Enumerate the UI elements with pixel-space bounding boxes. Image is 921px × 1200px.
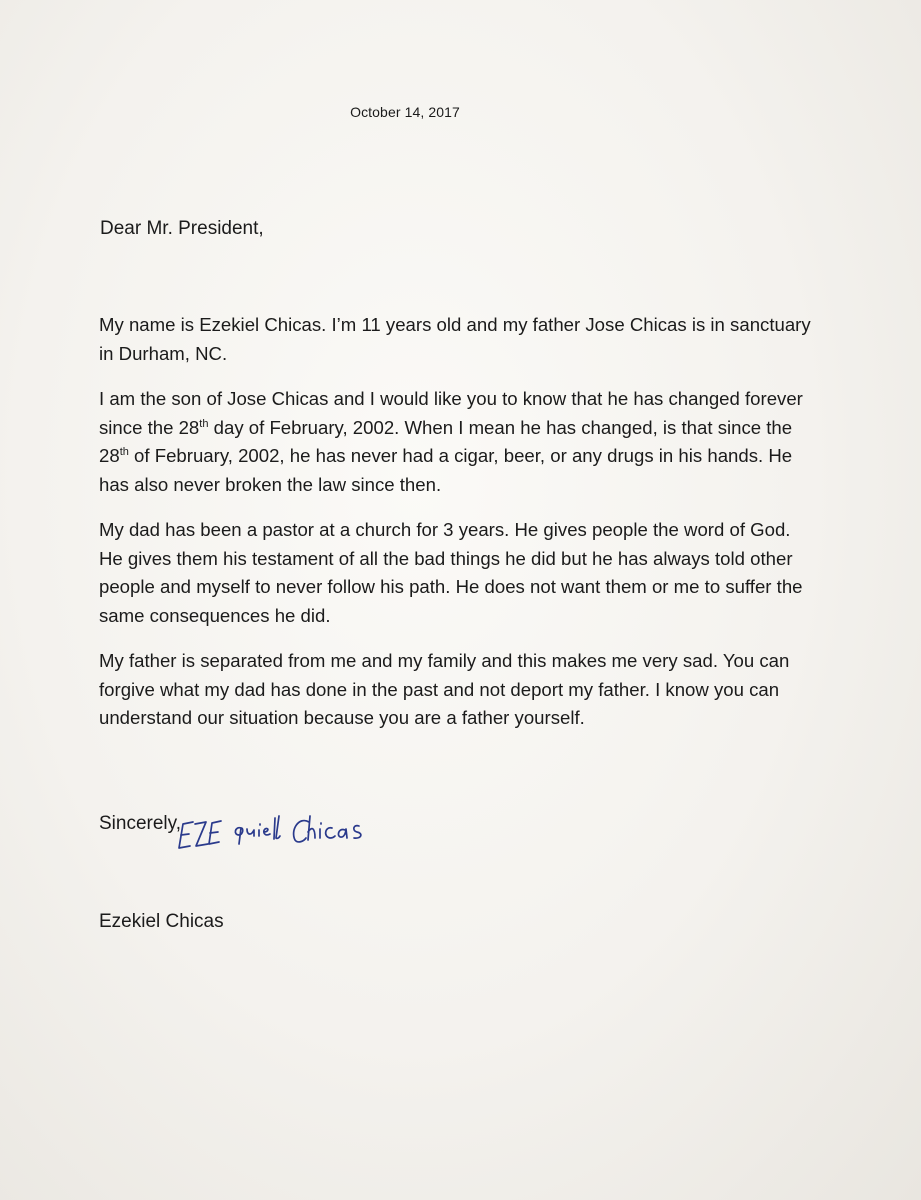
paragraph-changed-text-2: day of February, 2002. When I mean he has changed, is that since the 28 <box>99 416 793 466</box>
paragraph-changed <box>99 385 819 499</box>
handwritten-signature <box>175 808 415 856</box>
salutation: Dear Mr. President, <box>100 218 264 239</box>
ordinal-suffix: th <box>119 445 129 458</box>
paragraph-pastor: My dad has been a pastor at a church for 3 years. He gives people the word of God. He gives them his testament of all the bad things he did but he has always told other people and myself to never follow his path. He does not want them or me to suffer the same consequences he did. <box>99 519 803 626</box>
signature-drawing <box>175 808 415 856</box>
ordinal-suffix: th <box>199 417 209 430</box>
letter-date: October 14, 2017 <box>350 104 460 120</box>
closing: Sincerely, <box>99 813 182 834</box>
printed-name: Ezekiel Chicas <box>99 911 224 932</box>
paragraph-changed-text-1: I am the son of Jose Chicas and I would like you to know that he has changed forever since the 28 <box>99 388 803 438</box>
paragraph-changed-text-3: of February, 2002, he has never had a cigar, beer, or any drugs in his hands. He has also never broken the law since then. <box>99 445 793 495</box>
paragraph-plea: My father is separated from me and my family and this makes me very sad. You can forgive what my dad has done in the past and not deport my father. I know you can understand our situation because you are a father yourself. <box>99 650 790 728</box>
paragraph-intro: My name is Ezekiel Chicas. I’m 11 years old and my father Jose Chicas is in sanctuary in Durham, NC. <box>99 314 811 364</box>
letter-body <box>99 311 819 750</box>
